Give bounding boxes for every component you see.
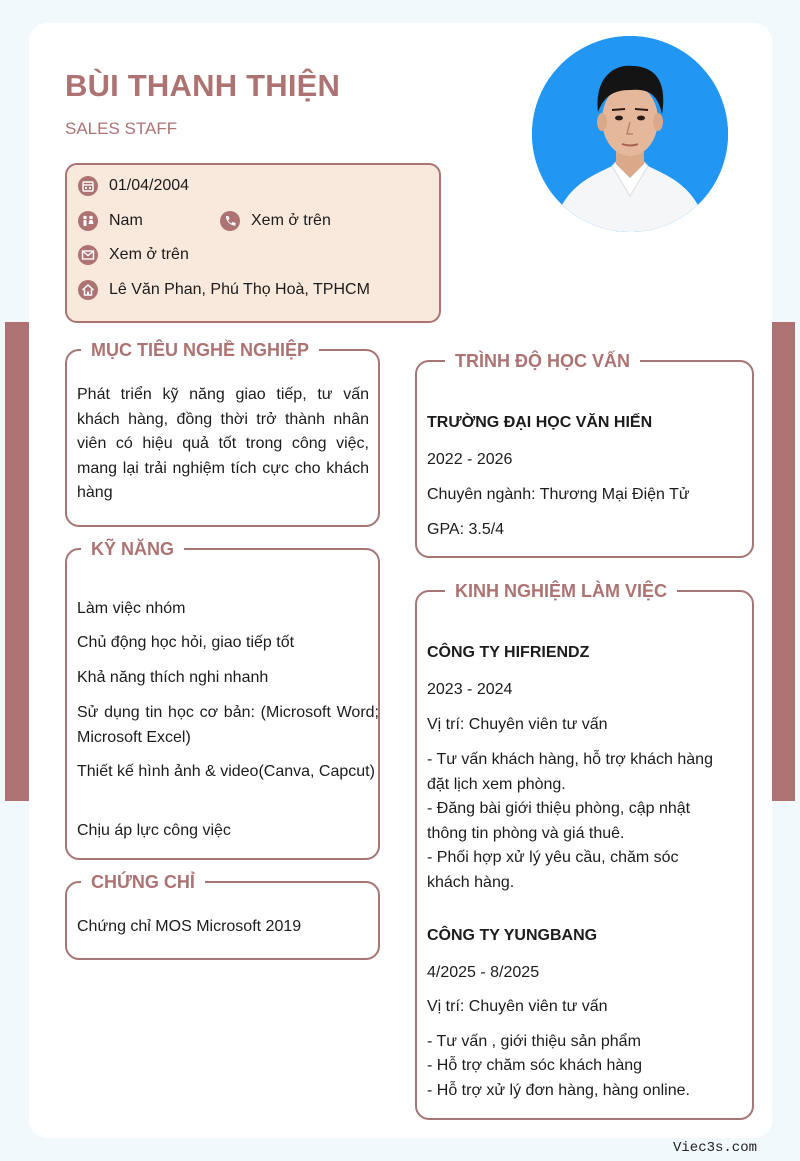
left-accent-band: [5, 322, 29, 801]
job-duty: - Hỗ trợ chăm sóc khách hàng: [427, 1057, 643, 1074]
objective-text: Phát triển kỹ năng giao tiếp, tư vấn khách hàng, đồng thời trở thành nhân viên có hiệu quả tốt trong công việc, mang lại trải nghiệm tích cực cho khách hàng: [77, 386, 369, 501]
phone-value: Xem ở trên: [251, 212, 331, 229]
birthday-row: [77, 175, 189, 197]
calendar-icon: [77, 175, 99, 197]
birthday-value: 01/04/2004: [109, 177, 190, 194]
education-title: TRÌNH ĐỘ HỌC VẤN: [445, 348, 640, 374]
experience-title: KINH NGHIỆM LÀM VIỆC: [445, 578, 677, 604]
skill-item: Làm việc nhóm: [77, 600, 186, 617]
candidate-name: BÙI THANH THIỆN: [65, 68, 341, 103]
certificate-item: Chứng chỉ MOS Microsoft 2019: [77, 918, 302, 935]
watermark: Viec3s.com: [673, 1140, 758, 1156]
skill-item: Khả năng thích nghi nhanh: [77, 669, 269, 686]
profile-photo: [532, 36, 728, 232]
address-row: [77, 279, 370, 301]
home-icon: [77, 279, 99, 301]
skill-item: Thiết kế hình ảnh & video(Canva, Capcut): [77, 763, 375, 780]
school-name: TRƯỜNG ĐẠI HỌC VĂN HIẾN: [427, 414, 653, 431]
job-duty: - Đăng bài giới thiệu phòng, cập nhật thông tin phòng và giá thuê.: [427, 800, 691, 842]
email-row: [77, 244, 189, 266]
job-duty: - Tư vấn khách hàng, hỗ trợ khách hàng đặt lịch xem phòng.: [427, 751, 713, 793]
job-company: CÔNG TY YUNGBANG: [427, 927, 598, 944]
right-accent-band: [772, 322, 795, 801]
job-period: 4/2025 - 8/2025: [427, 964, 540, 981]
job-position: Vị trí: Chuyên viên tư vấn: [427, 716, 608, 733]
job-position: Vị trí: Chuyên viên tư vấn: [427, 998, 608, 1015]
skill-item: Chủ động học hỏi, giao tiếp tốt: [77, 634, 295, 651]
gender-icon: [77, 210, 99, 232]
skill-item: Sử dụng tin học cơ bản: (Microsoft Word; Microsoft Excel): [77, 704, 379, 746]
address-value: Lê Văn Phan, Phú Thọ Hoà, TPHCM: [109, 281, 370, 298]
mail-icon: [77, 244, 99, 266]
skill-item: Chịu áp lực công việc: [77, 822, 231, 839]
email-value: Xem ở trên: [109, 246, 189, 263]
gender-value: Nam: [109, 212, 143, 229]
job-company: CÔNG TY HIFRIENDZ: [427, 644, 590, 661]
phone-row: [219, 210, 331, 232]
certificates-title: CHỨNG CHỈ: [81, 869, 205, 895]
phone-icon: [219, 210, 241, 232]
job-duty: - Hỗ trợ xử lý đơn hàng, hàng online.: [427, 1082, 690, 1099]
gender-row: [77, 210, 143, 232]
candidate-role: SALES STAFF: [65, 119, 178, 138]
skills-title: KỸ NĂNG: [81, 536, 184, 562]
education-gpa: GPA: 3.5/4: [427, 521, 505, 538]
job-duty: - Phối hợp xử lý yêu cầu, chăm sóc khách hàng.: [427, 849, 679, 891]
objective-title: MỤC TIÊU NGHỀ NGHIỆP: [81, 337, 319, 363]
job-duty: - Tư vấn , giới thiệu sản phẩm: [427, 1033, 641, 1050]
education-years: 2022 - 2026: [427, 451, 513, 468]
education-major: Chuyên ngành: Thương Mại Điện Tử: [427, 486, 690, 503]
job-period: 2023 - 2024: [427, 681, 513, 698]
